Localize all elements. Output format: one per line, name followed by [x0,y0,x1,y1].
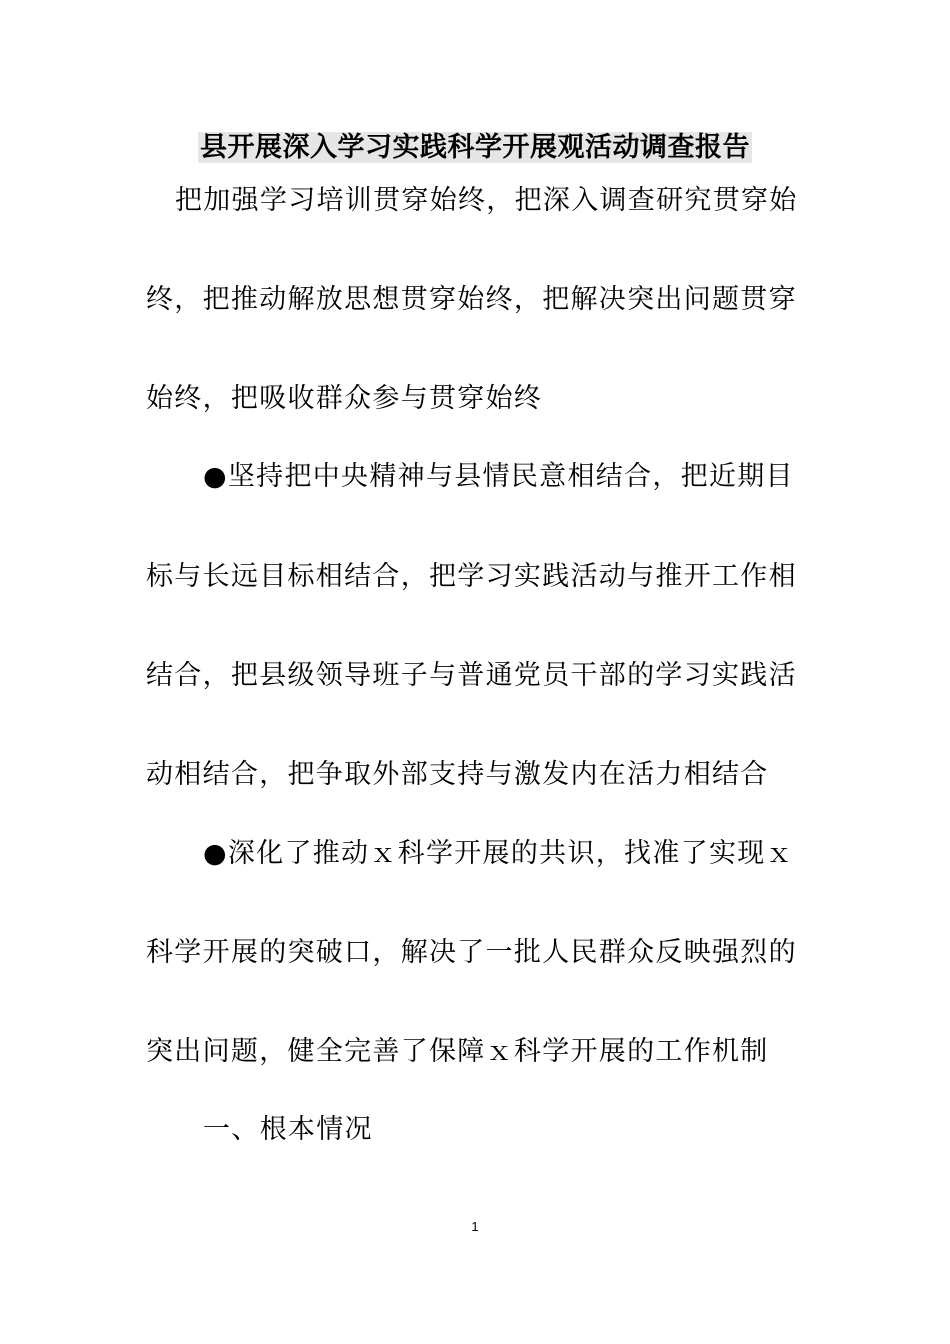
paragraph-1-line-2: 终，把推动解放思想贯穿始终，把解决突出问题贯穿 [146,284,797,315]
document-title-text: 县开展深入学习实践科学开展观活动调查报告 [200,132,750,163]
paragraph-2-line-2: 标与长远目标相结合，把学习实践活动与推开工作相 [146,561,797,592]
section-heading: 一、根本情况 [203,1114,373,1145]
paragraph-1-line-1: 把加强学习培训贯穿始终，把深入调查研究贯穿始 [175,185,798,216]
paragraph-1-line-3: 始终，把吸收群众参与贯穿始终 [146,383,543,414]
document-title [0,128,950,168]
page-number: 1 [471,1219,479,1234]
paragraph-3-line-2: 科学开展的突破口，解决了一批人民群众反映强烈的 [146,937,797,968]
paragraph-2-line-4: 动相结合，把争取外部支持与激发内在活力相结合 [146,759,769,790]
paragraph-3-line-3: 突出问题，健全完善了保障ｘ科学开展的工作机制 [146,1036,769,1067]
paragraph-2-line-3: 结合，把县级领导班子与普通党员干部的学习实践活 [146,660,797,691]
paragraph-2-line-1: ●坚持把中央精神与县情民意相结合，把近期目 [203,461,794,492]
paragraph-3-line-1: ●深化了推动ｘ科学开展的共识，找准了实现ｘ [203,838,794,869]
